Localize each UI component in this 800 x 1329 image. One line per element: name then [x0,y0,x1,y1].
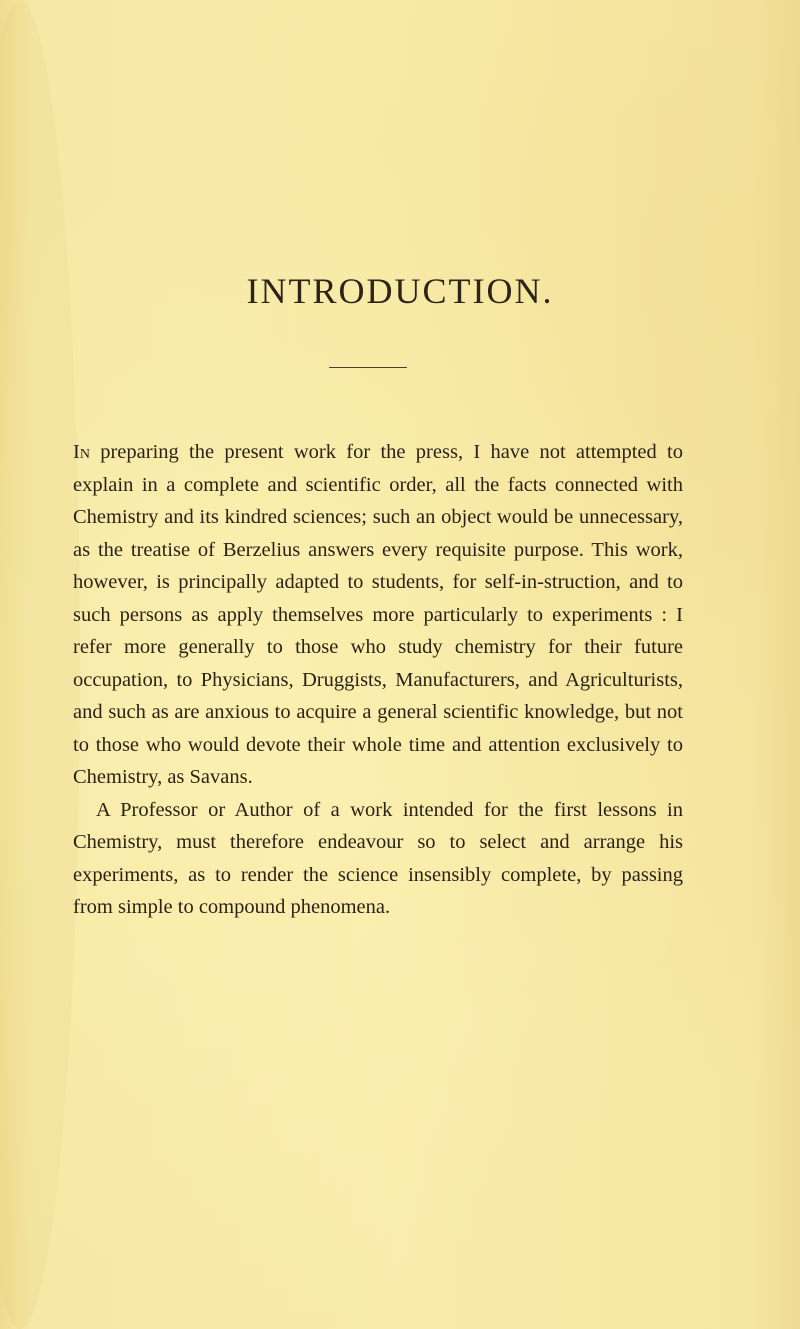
title-divider [329,367,407,368]
paragraph-2: A Professor or Author of a work intended for the first lessons in Chemistry, must therefore endeavour so to select and arrange his experiments, as to render the science insensibly complete, by passing from simple to compound phenomena. [73,798,683,918]
paragraph-1-lead: In [73,441,90,463]
paper-stain [0,0,80,1329]
body-text [73,436,683,924]
page-title: INTRODUCTION. [246,271,554,311]
paragraph-1 [73,436,683,794]
paragraph-1-text: preparing the present work for the press, I have not attempted to explain in a complete and scientific order, all the facts connected with Chemistry and its kindred sciences; such an object would be unnecessary, as the treatise of Berzelius answers every requisite purpose. This work, however, is principally adapted to students, for self-in-struction, and to such persons as apply themselves more particularly to experiments : I refer more generally to those who study chemistry for their future occupation, to Physicians, Druggists, Manufacturers, and Agriculturists, and such as are anxious to acquire a general scientific knowledge, but not to those who would devote their whole time and attention exclusively to Chemistry, as Savans. [73,441,683,788]
